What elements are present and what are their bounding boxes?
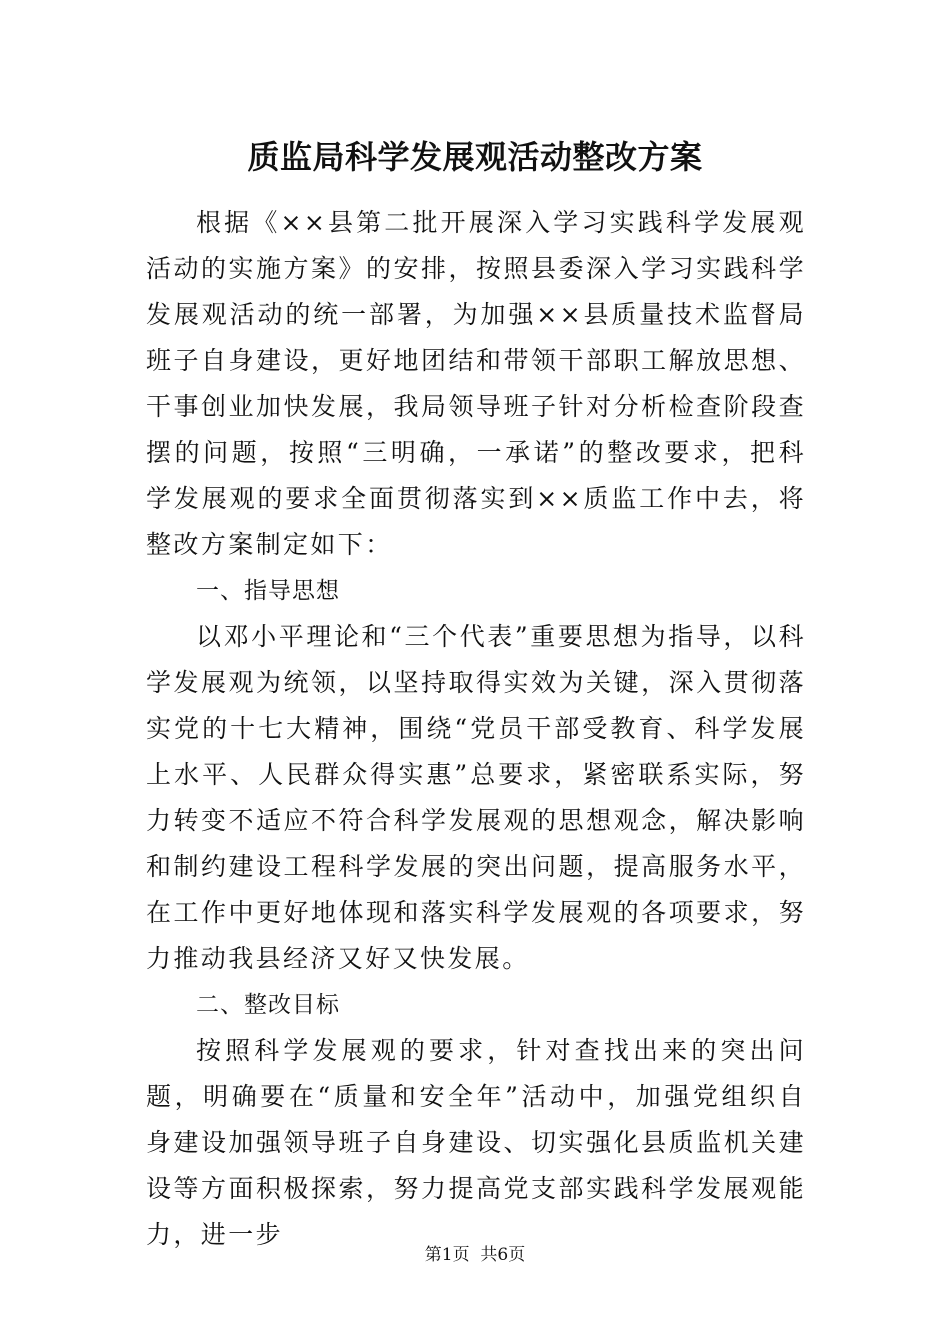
intro-paragraph: 根据《××县第二批开展深入学习实践科学发展观活动的实施方案》的安排，按照县委深入学习实践科学发展观活动的统一部署，为加强××县质量技术监督局班子自身建设，更好地团结和带领干部职工解放思想、干事创业加快发展，我局领导班子针对分析检查阶段查摆的问题，按照“三明确，一承诺”的整改要求，把科学发展观的要求全面贯彻落实到××质监工作中去，将整改方案制定如下： [146, 208, 806, 559]
section-paragraph-guiding-thought: 以邓小平理论和“三个代表”重要思想为指导，以科学发展观为统领，以坚持取得实效为关键，深入贯彻落实党的十七大精神，围绕“党员干部受教育、科学发展上水平、人民群众得实惠”总要求，紧密联系实际，努力转变不适应不符合科学发展观的思想观念，解决影响和制约建设工程科学发展的突出问题，提高服务水平，在工作中更好地体现和落实科学发展观的各项要求，努力推动我县经济又好又快发展。 [146, 622, 806, 973]
section-paragraph-rectification-goal: 按照科学发展观的要求，针对查找出来的突出问题，明确要在“质量和安全年”活动中，加强党组织自身建设加强领导班子自身建设、切实强化县质监机关建设等方面积极探索，努力提高党支部实践科学发展观能力，进一步 [146, 1036, 806, 1249]
section-heading-rectification-goal: 二、整改目标 [196, 992, 340, 1018]
document-body [146, 200, 806, 1258]
document-title: 质监局科学发展观活动整改方案 [247, 138, 703, 176]
section-heading-guiding-thought: 一、指导思想 [196, 578, 340, 604]
page-number: 第1页 共6页 [424, 1245, 526, 1265]
